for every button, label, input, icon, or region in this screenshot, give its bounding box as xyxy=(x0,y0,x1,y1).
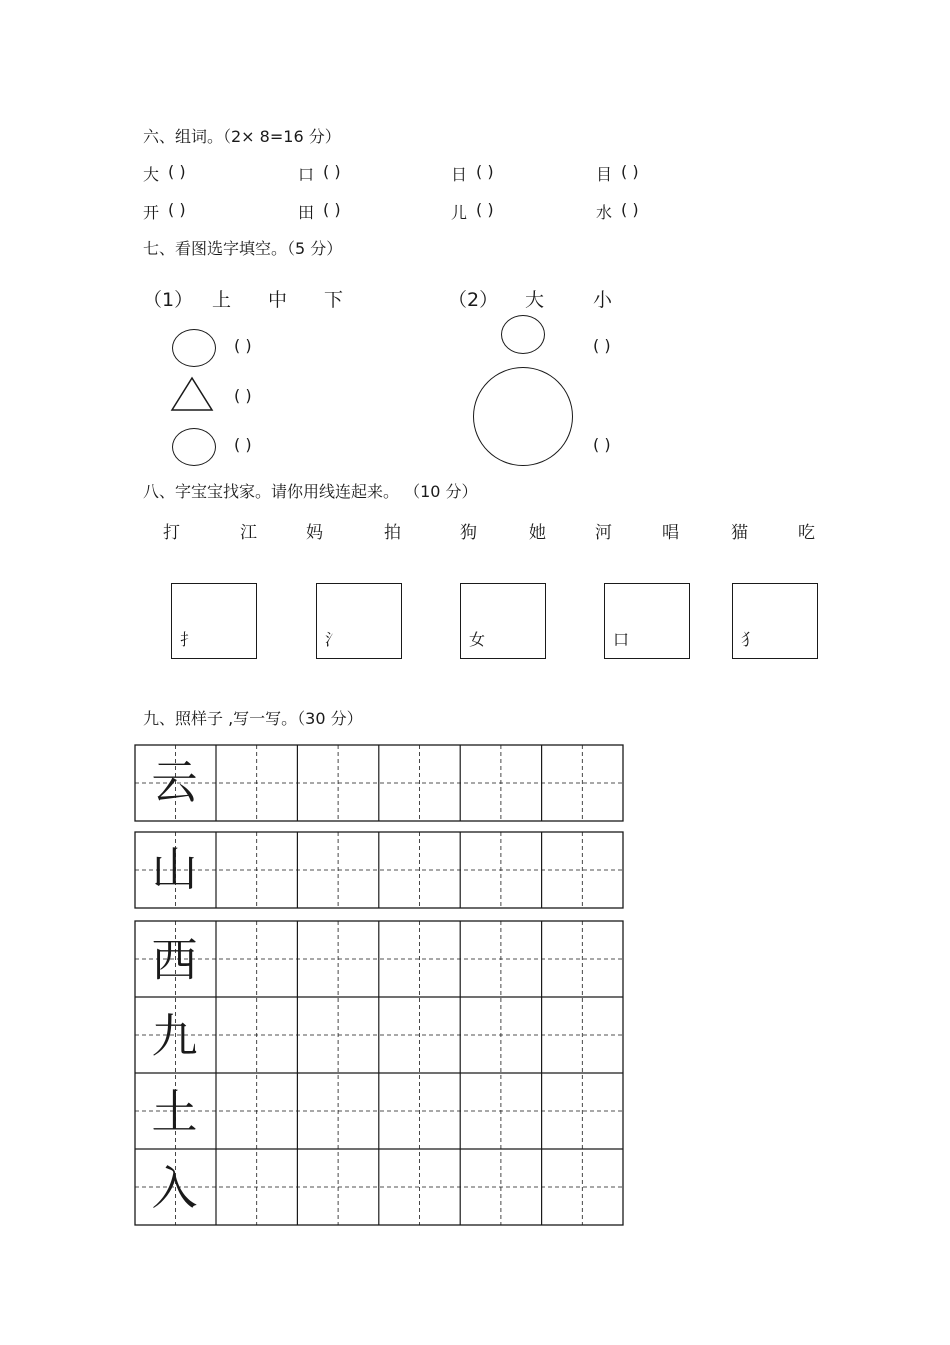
character-item[interactable]: 妈 xyxy=(306,523,323,543)
option-char: 大 xyxy=(525,289,545,311)
ellipse-shape xyxy=(172,329,216,367)
section-6-title: 六、组词。（2× 8=16 分） xyxy=(143,127,341,146)
character-item[interactable]: 打 xyxy=(163,523,180,543)
character-item[interactable]: 唱 xyxy=(662,523,679,543)
answer-blank[interactable]: ( ) xyxy=(234,386,252,405)
character-item[interactable]: 狗 xyxy=(460,523,477,543)
word-char: 水 xyxy=(596,203,613,222)
word-char: 儿 xyxy=(451,203,468,222)
small-circle-shape xyxy=(501,315,545,354)
answer-blank[interactable]: ( ) xyxy=(593,435,611,454)
radical-box[interactable] xyxy=(460,583,546,659)
radical-box[interactable] xyxy=(171,583,257,659)
radical-box[interactable] xyxy=(604,583,690,659)
large-circle-shape xyxy=(473,367,573,466)
radical-label: 女 xyxy=(469,630,486,649)
answer-blank[interactable]: ( ) xyxy=(168,162,186,181)
model-character: 西 xyxy=(151,933,198,987)
word-char: 开 xyxy=(143,203,160,222)
radical-label: 犭 xyxy=(741,630,758,649)
character-item[interactable]: 江 xyxy=(240,523,257,543)
model-character: 云 xyxy=(151,755,198,809)
word-char: 大 xyxy=(143,165,160,184)
triangle-shape xyxy=(170,376,214,412)
writing-grid-3 xyxy=(134,920,624,1226)
part-1-label: （1） xyxy=(143,289,194,311)
answer-blank[interactable]: ( ) xyxy=(234,435,252,454)
part-2-label: （2） xyxy=(448,289,499,311)
answer-blank[interactable]: ( ) xyxy=(323,200,341,219)
answer-blank[interactable]: ( ) xyxy=(621,162,639,181)
writing-grid-1 xyxy=(134,744,624,822)
option-char: 中 xyxy=(268,289,288,311)
radical-box[interactable] xyxy=(316,583,402,659)
character-item[interactable]: 拍 xyxy=(384,523,401,543)
word-char: 目 xyxy=(596,165,613,184)
answer-blank[interactable]: ( ) xyxy=(323,162,341,181)
model-character: 九 xyxy=(151,1009,198,1063)
word-char: 日 xyxy=(451,165,468,184)
character-item[interactable]: 河 xyxy=(595,523,612,543)
character-item[interactable]: 她 xyxy=(529,523,546,543)
radical-label: 口 xyxy=(613,630,630,649)
answer-blank[interactable]: ( ) xyxy=(168,200,186,219)
radical-label: 扌 xyxy=(180,630,197,649)
writing-grid-2 xyxy=(134,831,624,909)
model-character: 山 xyxy=(151,842,198,896)
radical-box[interactable] xyxy=(732,583,818,659)
answer-blank[interactable]: ( ) xyxy=(476,200,494,219)
character-item[interactable]: 猫 xyxy=(731,523,748,543)
option-char: 上 xyxy=(212,289,232,311)
answer-blank[interactable]: ( ) xyxy=(234,336,252,355)
ellipse-shape xyxy=(172,428,216,466)
answer-blank[interactable]: ( ) xyxy=(593,336,611,355)
model-character: 土 xyxy=(151,1085,198,1139)
answer-blank[interactable]: ( ) xyxy=(476,162,494,181)
radical-label: 氵 xyxy=(325,630,342,649)
word-char: 田 xyxy=(298,203,315,222)
section-8-title: 八、字宝宝找家。请你用线连起来。 （10 分） xyxy=(143,482,478,501)
option-char: 下 xyxy=(324,289,344,311)
section-9-title: 九、照样子 ,写一写。（30 分） xyxy=(143,709,363,728)
word-char: 口 xyxy=(298,165,315,184)
section-7-title: 七、看图选字填空。（5 分） xyxy=(143,239,343,258)
model-character: 入 xyxy=(151,1161,198,1215)
character-item[interactable]: 吃 xyxy=(798,523,815,543)
answer-blank[interactable]: ( ) xyxy=(621,200,639,219)
option-char: 小 xyxy=(593,289,613,311)
